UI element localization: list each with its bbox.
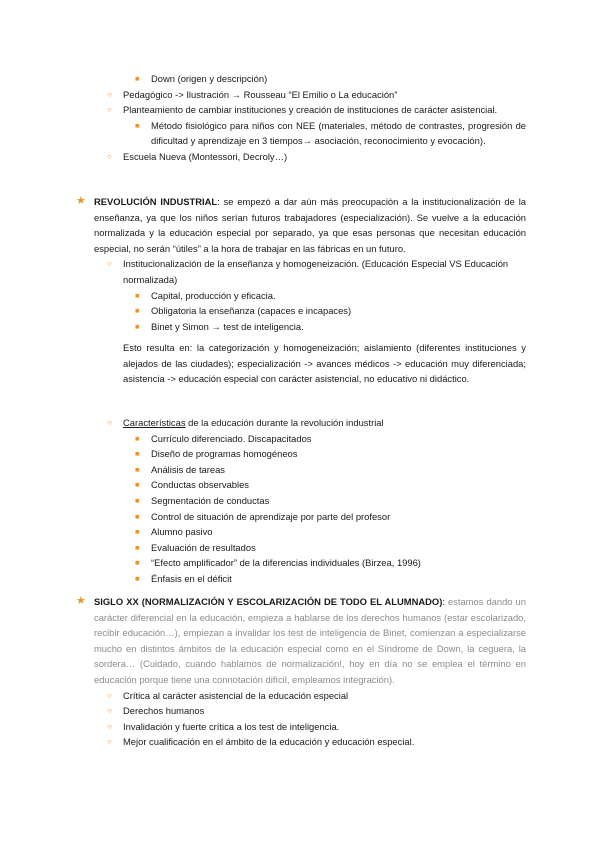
circle-bullet-icon: ○: [107, 151, 112, 161]
list-item: ■ Diseño de programas homogéneos: [0, 446, 600, 462]
circle-bullet-icon: ○: [107, 690, 112, 700]
list-item: ○ Institucionalización de la enseñanza y homogeneización. (Educación Especial VS Educación normalizada): [107, 258, 509, 285]
square-bullet-icon: ■: [135, 527, 140, 537]
circle-bullet-icon: ○: [107, 737, 112, 747]
list-item: ■ Segmentación de conductas: [0, 493, 600, 509]
circle-bullet-icon: ○: [107, 89, 112, 99]
section-paragraph: ★ SIGLO XX (NORMALIZACIÓN Y ESCOLARIZACIÓN DE TODO EL ALUMNADO): estamos dando un carácter diferencial en la educación, empieza a hablarse de los derechos humanos (estar escolarizado, recibir educación…), empiezan a invalidar los test de inteligencia de Binet, comienzan a especializarse mucho en distintos ámbitos de la educación especial como en el Síndrome de Down, la ceguera, la sordera… (Cuidado, cuando hablamos de normalización!, hoy en día no se emplea el término en educación porque tiene una connotación difícil, empleamos integración).: [76, 595, 526, 685]
list-item: ○ Invalidación y fuerte crítica a los test de inteligencia.: [0, 719, 600, 735]
star-bullet-icon: ★: [76, 595, 86, 607]
list-item: ■ Alumno pasivo: [0, 524, 600, 540]
square-bullet-icon: ■: [135, 433, 140, 443]
list-item: ■ Control de situación de aprendizaje por parte del profesor: [0, 509, 600, 525]
list-item: ■ Capital, producción y eficacia.: [0, 288, 600, 304]
list-item: ■ “Efecto amplificador” de la diferencias individuales (Birzea, 1996): [0, 555, 600, 571]
section-heading: REVOLUCIÓN INDUSTRIAL: [94, 196, 218, 207]
square-bullet-icon: ■: [135, 74, 140, 83]
square-bullet-icon: ■: [135, 120, 140, 130]
siglo-xx-section: [0, 594, 600, 750]
star-bullet-icon: ★: [76, 195, 86, 207]
result-paragraph: Esto resulta en: la categorización y homogeneización; aislamiento (diferentes instituciones y alejados de las ciudades); especialización -> avances médicos -> educación muy diferenciada; asistencia -> educación especial con carácter asistencial, no educativo ni didáctico.: [123, 342, 526, 385]
list-item: ■ Binet y Simon → test de inteligencia.: [0, 319, 600, 335]
list-item: ■ Conductas observables: [0, 477, 600, 493]
square-bullet-icon: ■: [135, 480, 140, 490]
list-item: ○ Escuela Nueva (Montessori, Decroly…): [0, 149, 600, 165]
list-item: ■ Evaluación de resultados: [0, 540, 600, 556]
square-bullet-icon: ■: [135, 290, 140, 300]
square-bullet-icon: ■: [135, 511, 140, 521]
resulta-block: [0, 340, 600, 387]
section-heading: SIGLO XX (NORMALIZACIÓN Y ESCOLARIZACIÓN DE TODO EL ALUMNADO): [94, 596, 443, 607]
circle-bullet-icon: ○: [107, 105, 112, 115]
section-paragraph: ★ REVOLUCIÓN INDUSTRIAL: se empezó a dar aún más preocupación a la institucionalización de la enseñanza, ya que los niños serían futuros trabajadores (especialización). Se vuelve a la educación normalizada y la educación especial por separado, ya que esas personas que necesitan educación especial, no serán “útiles” a la hora de trabajar en las fábricas en un futuro.: [76, 195, 526, 254]
list-item: ■ Énfasis en el déficit: [0, 571, 600, 587]
square-bullet-icon: ■: [135, 449, 140, 459]
circle-bullet-icon: ○: [107, 721, 112, 731]
circle-bullet-icon: ○: [107, 259, 112, 269]
circle-bullet-icon: ○: [107, 418, 112, 427]
list-item: ○ Pedagógico -> Ilustración → Rousseau “El Emilio o La educación”: [0, 87, 600, 103]
list-item: ○ Planteamiento de cambiar instituciones y creación de instituciones de carácter asistencial.: [0, 102, 600, 118]
list-item: ○ Crítica al carácter asistencial de la educación especial: [0, 688, 600, 704]
intro-section: [0, 71, 600, 165]
square-bullet-icon: ■: [135, 321, 140, 331]
square-bullet-icon: ■: [135, 542, 140, 552]
square-bullet-icon: ■: [135, 306, 140, 316]
square-bullet-icon: ■: [135, 464, 140, 474]
square-bullet-icon: ■: [135, 558, 140, 568]
list-item: ■ Obligatoria la enseñanza (capaces e incapaces): [0, 303, 600, 319]
circle-bullet-icon: ○: [107, 706, 112, 716]
list-item: ■ Down (origen y descripción): [0, 71, 600, 87]
list-item: ○ Características de la educación durante la revolución industrial: [0, 415, 600, 431]
revolucion-industrial-section: [0, 194, 600, 334]
list-item: ■ Análisis de tareas: [0, 462, 600, 478]
list-item: ○ Mejor cualificación en el ámbito de la educación y educación especial.: [0, 734, 600, 750]
caracteristicas-block: [0, 415, 600, 587]
list-item: ■ Método fisiológico para niños con NEE (materiales, método de contrastes, progresión de dificultad y aprendizaje en 3 tiempos→ asociación, reconocimiento y evocación).: [135, 119, 526, 147]
square-bullet-icon: ■: [135, 573, 140, 583]
list-item: ○ Derechos humanos: [0, 703, 600, 719]
list-item: ■ Currículo diferenciado. Discapacitados: [0, 431, 600, 447]
square-bullet-icon: ■: [135, 495, 140, 505]
